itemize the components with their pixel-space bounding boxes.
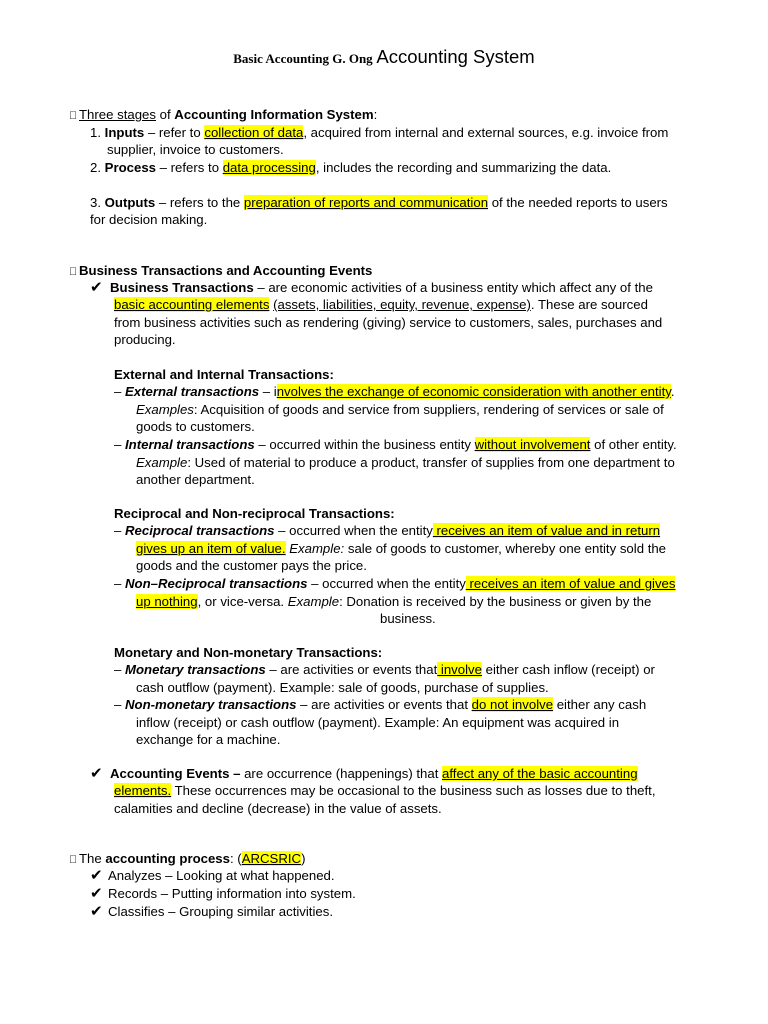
list-item-inputs: 1. Inputs – refer to collection of data, acquired from internal and external sources, e.g. invoice from: [90, 125, 669, 140]
business-transactions-line1: ✔ Business Transactions – are economic activities of a business entity which affect any of the: [90, 279, 653, 296]
external-transactions-line3: goods to customers.: [136, 419, 255, 434]
title-main: Accounting System: [376, 46, 535, 67]
external-internal-heading: External and Internal Transactions:: [114, 367, 334, 382]
monetary-heading: Monetary and Non-monetary Transactions:: [114, 645, 383, 660]
bullet-icon: [69, 108, 79, 125]
business-transactions-line4: producing.: [114, 332, 176, 347]
list-item-outputs-cont: for decision making.: [90, 212, 208, 227]
title-prefix: Basic Accounting G. Ong: [233, 51, 373, 66]
list-item: ✔ Records – Putting information into system.: [90, 885, 356, 902]
monetary-line1: – Monetary transactions – are activities or events that involve either cash inflow (receipt) or: [114, 662, 655, 677]
external-transactions-line1: – External transactions – involves the exchange of economic consideration with another entity.: [114, 384, 675, 399]
monetary-line2: cash outflow (payment). Example: sale of goods, purchase of supplies.: [136, 680, 549, 695]
check-icon: ✔: [90, 279, 103, 296]
business-transactions-line3: from business activities such as rendering (giving) service to customers, sales, purchases and: [114, 315, 663, 330]
section-three-stages-heading: Three stages of Accounting Information System:: [69, 106, 377, 125]
page-title: [0, 46, 768, 68]
list-item-process: 2. Process – refers to data processing, includes the recording and summarizing the data.: [90, 160, 612, 175]
list-item: ✔ Analyzes – Looking at what happened.: [90, 867, 335, 884]
reciprocal-heading: Reciprocal and Non-reciprocal Transactions:: [114, 506, 395, 521]
list-item-inputs-cont: supplier, invoice to customers.: [107, 142, 284, 157]
section-business-transactions-heading: Business Transactions and Accounting Events: [69, 262, 372, 281]
accounting-events-line1: ✔ Accounting Events – are occurrence (happenings) that affect any of the basic accounting: [90, 765, 638, 782]
external-transactions-line2: Examples: Acquisition of goods and service from suppliers, rendering of services or sale of: [136, 402, 664, 417]
non-reciprocal-line1: – Non–Reciprocal transactions – occurred when the entity receives an item of value and gives: [114, 576, 676, 591]
reciprocal-line3: goods and the customer pays the price.: [136, 558, 367, 573]
reciprocal-line2: gives up an item of value. Example: sale of goods to customer, whereby one entity sold the: [136, 541, 667, 556]
check-icon: ✔: [90, 867, 103, 884]
non-reciprocal-line2: up nothing, or vice-versa. Example: Donation is received by the business or given by the: [136, 594, 652, 609]
check-icon: ✔: [90, 765, 103, 782]
list-item-outputs: 3. Outputs – refers to the preparation of reports and communication of the needed reports to users: [90, 195, 668, 210]
list-item: ✔ Classifies – Grouping similar activities.: [90, 903, 333, 920]
check-icon: ✔: [90, 885, 103, 902]
non-monetary-line1: – Non-monetary transactions – are activities or events that do not involve either any cash: [114, 697, 647, 712]
non-reciprocal-line3: business.: [380, 611, 436, 626]
internal-transactions-line1: – Internal transactions – occurred within the business entity without involvement of other entity.: [114, 437, 677, 452]
internal-transactions-line2: Example: Used of material to produce a product, transfer of supplies from one department to: [136, 455, 675, 470]
check-icon: ✔: [90, 903, 103, 920]
accounting-events-line3: calamities and decline (decrease) in the value of assets.: [114, 801, 442, 816]
business-transactions-line2: basic accounting elements (assets, liabilities, equity, revenue, expense). These are sourced: [114, 297, 648, 312]
accounting-events-line2: elements. These occurrences may be occasional to the business such as losses due to theft,: [114, 783, 656, 798]
bullet-icon: [69, 852, 79, 869]
internal-transactions-line3: another department.: [136, 472, 255, 487]
non-monetary-line2: inflow (receipt) or cash outflow (payment). Example: An equipment was acquired in: [136, 715, 620, 730]
bullet-icon: [69, 264, 79, 281]
non-monetary-line3: exchange for a machine.: [136, 732, 281, 747]
section-accounting-process-heading: The accounting process: (ARCSRIC): [69, 850, 305, 869]
reciprocal-line1: – Reciprocal transactions – occurred when the entity receives an item of value and in return: [114, 523, 661, 538]
